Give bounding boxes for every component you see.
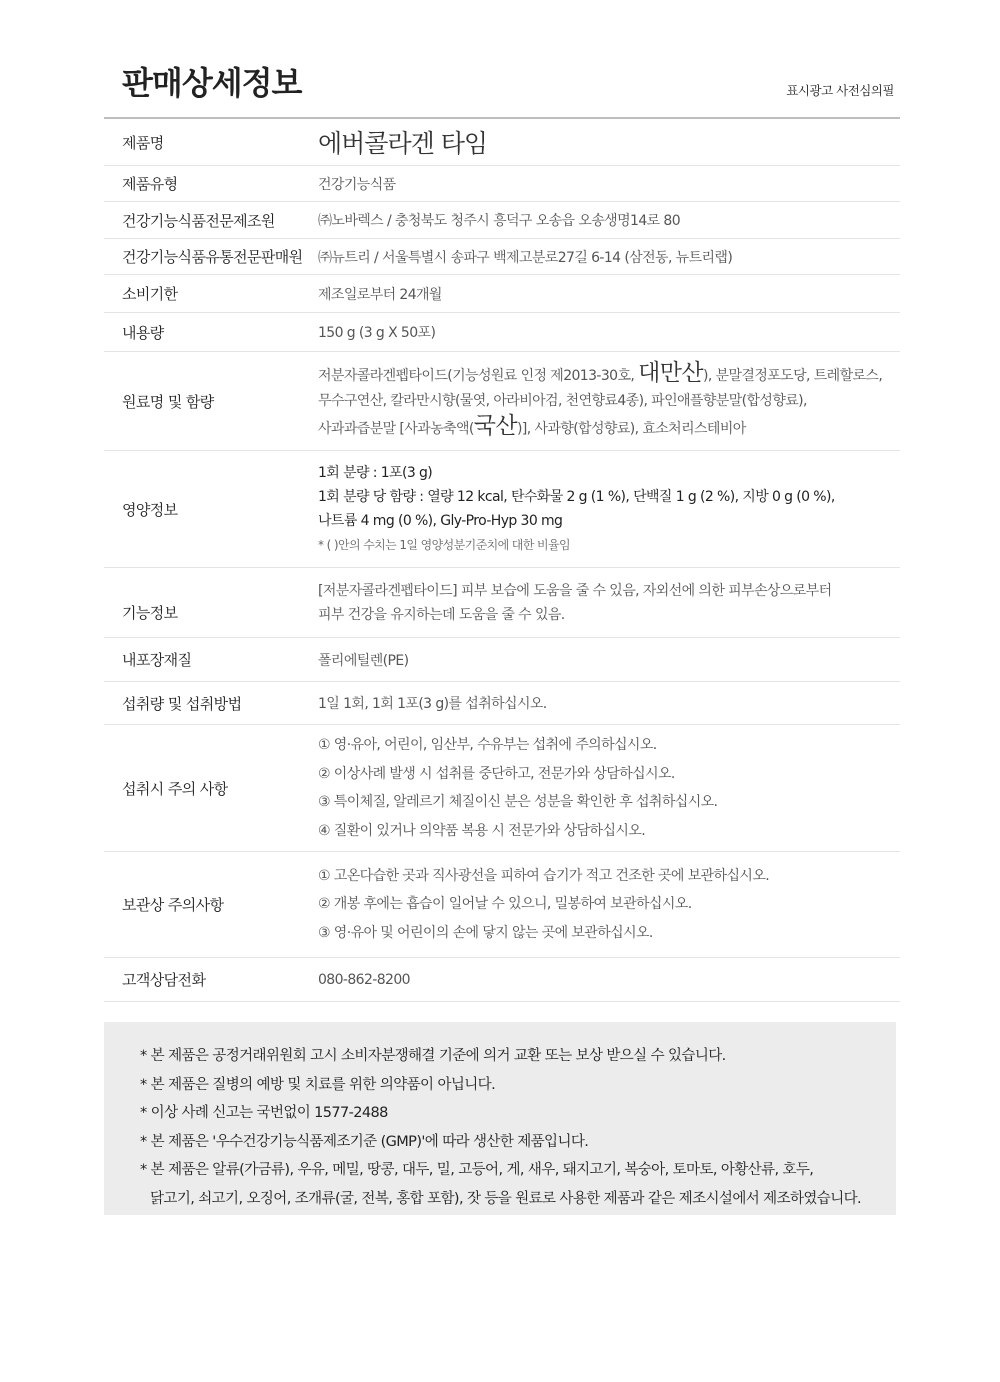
origin-label: 대만산	[638, 359, 703, 386]
nutrition-line: 1회 분량 당 함량 : 열량 12 kcal, 탄수화물 2 g (1 %), 단백질 1 g (2 %), 지방 0 g (0 %),	[318, 489, 835, 505]
ingredients-line: 무수구연산, 칼라만시향(물엿, 아라비아검, 천연향료4종), 파인애플향분말(합성향료),	[318, 392, 807, 409]
function-line: 피부 건강을 유지하는데 도움을 줄 수 있음.	[318, 606, 565, 623]
storage-value	[318, 862, 900, 948]
nutrition-value	[318, 461, 900, 557]
row-nutrition	[104, 451, 900, 568]
row-product-name	[104, 119, 900, 166]
row-value: ㈜뉴트리 / 서울특별시 송파구 백제고분로27길 6-14 (삼전동, 뉴트리랩)	[318, 249, 733, 266]
row-label: 영양정보	[122, 500, 178, 519]
notice-line: * 본 제품은 질병의 예방 및 치료를 위한 의약품이 아닙니다.	[140, 1076, 496, 1093]
row-label: 건강기능식품유통전문판매원	[122, 248, 303, 266]
row-ingredients	[104, 352, 900, 451]
row-label: 보관상 주의사항	[122, 896, 224, 914]
ad-review-notice: 표시광고 사전심의필	[786, 83, 894, 98]
origin-label: 국산	[473, 412, 517, 439]
row-label: 섭취량 및 섭취방법	[122, 694, 242, 713]
nutrition-note: * ( )안의 수치는 1일 영양성분기준치에 대한 비율임	[318, 538, 570, 552]
ingredients-value	[318, 361, 900, 442]
notice-box	[104, 1022, 896, 1215]
row-value: 1일 1회, 1회 1포(3 g)를 섭취하십시오.	[318, 696, 547, 712]
row-label: 제품유형	[122, 175, 178, 193]
row-content	[104, 313, 900, 352]
product-name-value: 에버콜라겐 타임	[318, 129, 487, 158]
caution-item: ③ 특이체질, 알레르기 체질이신 분은 성분을 확인한 후 섭취하십시오.	[318, 794, 718, 810]
row-manufacturer	[104, 202, 900, 239]
row-cautions	[104, 725, 900, 852]
storage-item: ② 개봉 후에는 흡습이 일어날 수 있으니, 밀봉하여 보관하십시오.	[318, 896, 692, 913]
row-product-type	[104, 166, 900, 202]
notice-line: * 본 제품은 알류(가금류), 우유, 메밀, 땅콩, 대두, 밀, 고등어, 게, 새우, 돼지고기, 복숭아, 토마토, 아황산류, 호두,	[140, 1162, 814, 1178]
row-value: 폴리에틸렌(PE)	[318, 652, 409, 669]
row-label: 원료명 및 함량	[122, 392, 214, 411]
row-label: 제품명	[122, 133, 164, 152]
caution-item: ④ 질환이 있거나 의약품 복용 시 전문가와 상담하십시오.	[318, 822, 646, 839]
nutrition-line: 1회 분량 : 1포(3 g)	[318, 465, 433, 481]
row-value: 건강기능식품	[318, 176, 396, 193]
row-label: 내용량	[122, 323, 164, 342]
row-distributor	[104, 239, 900, 275]
row-value: ㈜노바렉스 / 충청북도 청주시 흥덕구 오송읍 오송생명14로 80	[318, 213, 681, 229]
row-phone	[104, 958, 900, 1002]
caution-item: ① 영·유아, 어린이, 임산부, 수유부는 섭취에 주의하십시오.	[318, 737, 657, 753]
row-label: 고객상담전화	[122, 971, 206, 989]
storage-item: ③ 영·유아 및 어린이의 손에 닿지 않는 곳에 보관하십시오.	[318, 924, 653, 941]
row-label: 내포장재질	[122, 651, 192, 669]
phone-value: 080-862-8200	[318, 971, 410, 988]
ingredients-line: 저분자콜라겐펩타이드(기능성원료 인정 제2013-30호, 대만산), 분말결정포도당, 트레할로스,	[318, 359, 883, 386]
caution-item: ② 이상사례 발생 시 섭취를 중단하고, 전문가와 상담하십시오.	[318, 765, 675, 782]
row-value: 제조일로부터 24개월	[318, 286, 442, 303]
row-label: 건강기능식품전문제조원	[122, 211, 275, 230]
row-value: 150 g (3 g X 50포)	[318, 325, 436, 341]
storage-item: ① 고온다습한 곳과 직사광선을 피하여 습기가 적고 건조한 곳에 보관하십시오.	[318, 867, 770, 884]
notice-line: * 본 제품은 공정거래위원회 고시 소비자분쟁해결 기준에 의거 교환 또는 보상 받으실 수 있습니다.	[140, 1048, 726, 1064]
page-title: 판매상세정보	[122, 64, 302, 102]
row-label: 소비기한	[122, 285, 178, 303]
ingredients-line: 사과과즙분말 [사과농축액(국산)], 사과향(합성향료), 효소처리스테비아	[318, 412, 746, 439]
function-value	[318, 579, 900, 627]
row-label: 섭취시 주의 사항	[122, 779, 228, 798]
row-label: 기능정보	[122, 604, 178, 622]
nutrition-line: 나트륨 4 mg (0 %), Gly-Pro-Hyp 30 mg	[318, 513, 563, 529]
row-expiry	[104, 275, 900, 313]
row-function	[104, 568, 900, 638]
product-info-table	[104, 117, 900, 1002]
notice-line: 닭고기, 쇠고기, 오징어, 조개류(굴, 전복, 홍합 포함), 잣 등을 원료로 사용한 제품과 같은 제조시설에서 제조하였습니다.	[150, 1190, 862, 1207]
cautions-value	[318, 731, 900, 845]
row-packaging	[104, 638, 900, 682]
notice-line: * 본 제품은 '우수건강기능식품제조기준 (GMP)'에 따라 생산한 제품입니다.	[140, 1133, 589, 1150]
notice-line: * 이상 사례 신고는 국번없이 1577-2488	[140, 1105, 388, 1121]
row-storage	[104, 852, 900, 958]
row-intake	[104, 682, 900, 725]
function-line: [저분자콜라겐펩타이드] 피부 보습에 도움을 줄 수 있음, 자외선에 의한 피부손상으로부터	[318, 582, 832, 599]
